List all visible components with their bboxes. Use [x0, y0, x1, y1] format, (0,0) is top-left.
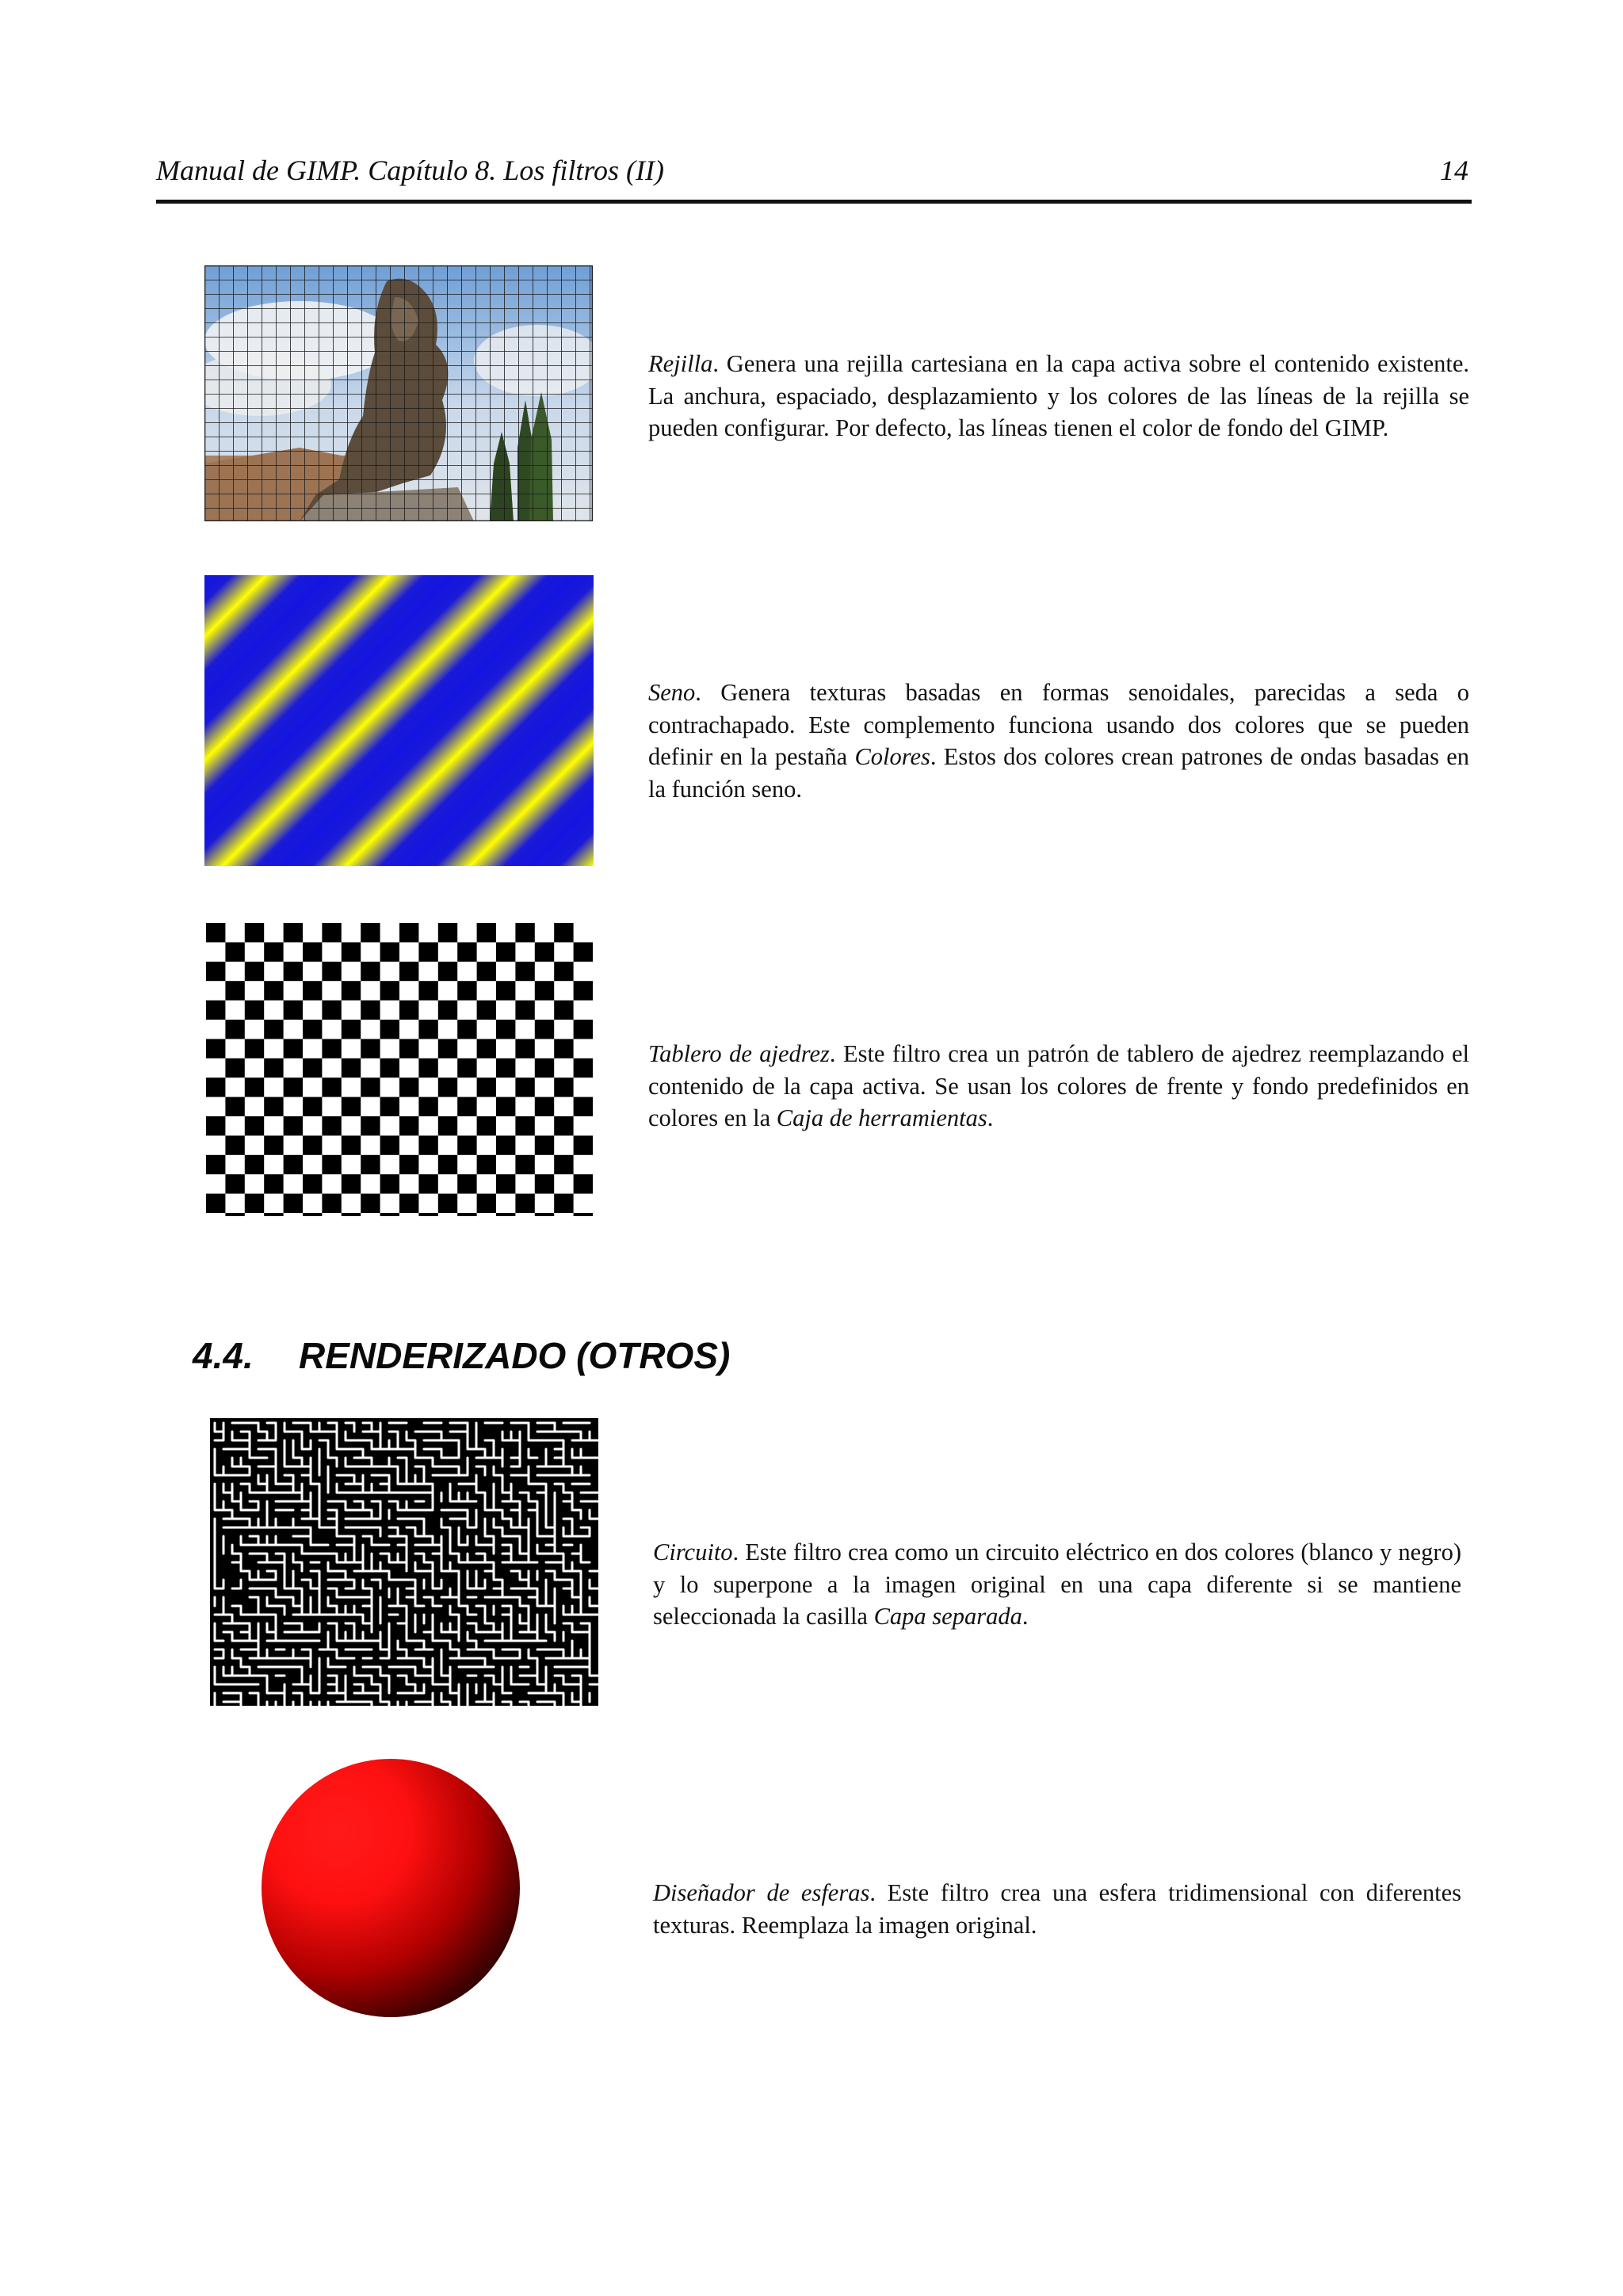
- sphere-designer-description: Diseñador de esferas. Este filtro crea una esfera tridimensional con diferentes texturas. Reemplaza la imagen original.: [653, 1879, 1461, 1939]
- header-title: Manual de GIMP. Capítulo 8. Los filtros (II): [156, 154, 664, 186]
- grid-filter-description: Rejilla. Genera una rejilla cartesiana en la capa activa sobre el contenido existente. La anchura, espaciado, desplazamiento y los colores de las líneas de la rejilla se pueden configurar. Por defecto, las líneas tienen el color de fondo del GIMP.: [648, 350, 1469, 441]
- checkerboard-filter-image: [206, 923, 593, 1216]
- grid-filter-term: Rejilla: [648, 350, 713, 377]
- circuit-filter-term: Circuito: [653, 1539, 733, 1566]
- section-title: RENDERIZADO (OTROS): [299, 1335, 731, 1376]
- circuit-filter-image: [210, 1418, 598, 1706]
- checkerboard-filter-description: Tablero de ajedrez. Este filtro crea un patrón de tablero de ajedrez reemplazando el contenido de la capa activa. Se usan los colores de frente y fondo predefinidos en colores en la Caja de herramientas.: [648, 1040, 1469, 1131]
- sine-filter-image: [204, 575, 594, 866]
- sphere-designer-term: Diseñador de esferas: [653, 1879, 870, 1906]
- sine-filter-term: Seno: [648, 679, 696, 706]
- checkerboard-filter-term: Tablero de ajedrez: [648, 1040, 830, 1067]
- circuit-filter-description: Circuito. Este filtro crea como un circuito eléctrico en dos colores (blanco y negro) y lo superpone a la imagen original en una capa diferente si se mantiene seleccionada la casilla Capa separada.: [653, 1539, 1461, 1630]
- page-header: [156, 152, 1472, 204]
- grid-filter-image: [204, 265, 593, 521]
- page-number: 14: [1440, 154, 1468, 186]
- sphere-designer-image: [260, 1757, 521, 2019]
- section-number: 4.4.: [193, 1335, 254, 1376]
- section-heading: [193, 1334, 730, 1377]
- sine-filter-description: Seno. Genera texturas basadas en formas senoidales, parecidas a seda o contrachapado. Este complemento funciona usando dos colores que se pueden definir en la pestaña Colores. Estos dos colores crean patrones de ondas basadas en la función seno.: [648, 679, 1469, 803]
